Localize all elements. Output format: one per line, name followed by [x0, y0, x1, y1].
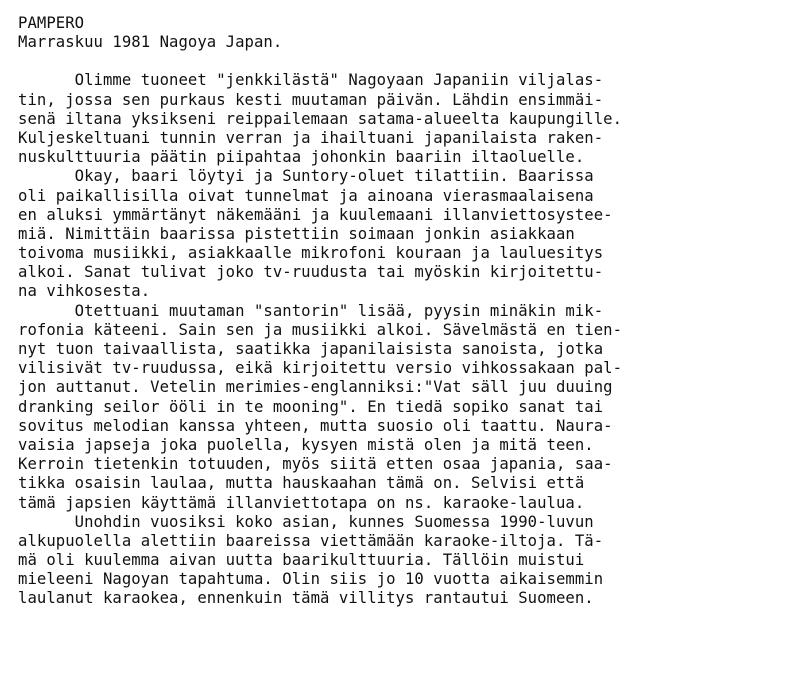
body-line: Olimme tuoneet "jenkkilästä" Nagoyaan Japaniin viljalas-: [18, 71, 604, 90]
body-line: Okay, baari löytyi ja Suntory-oluet tilattiin. Baarissa: [18, 167, 594, 186]
body-line: senä iltana yksikseni reippailemaan satama-alueelta kaupungille.: [18, 109, 623, 128]
body-line: tikka osaisin laulaa, mutta hauskaahan tämä on. Selvisi että: [18, 474, 585, 493]
body-line: tin, jossa sen purkaus kesti muutaman päivän. Lähdin ensimmäi-: [18, 90, 604, 109]
document-header: [18, 14, 788, 52]
body-line: vilisivät tv-ruudussa, eikä kirjoitettu versio vihkossakaan pal-: [18, 359, 623, 378]
body-text: [18, 71, 788, 608]
body-line: jon auttanut. Vetelin merimies-englanniksi:"Vat säll juu duuing: [18, 378, 613, 397]
document-page: [18, 14, 788, 609]
body-line: alkoi. Sanat tulivat joko tv-ruudusta tai myöskin kirjoitettu-: [18, 263, 604, 282]
body-line: mieleeni Nagoyan tapahtuma. Olin siis jo 10 vuotta aikaisemmin: [18, 570, 604, 589]
body-line: oli paikallisilla oivat tunnelmat ja ainoana vierasmaalaisena: [18, 186, 594, 205]
body-line: dranking seilor ööli in te mooning". En tiedä sopiko sanat tai: [18, 397, 604, 416]
body-line: rofonia käteeni. Sain sen ja musiikki alkoi. Sävelmästä en tien-: [18, 320, 623, 339]
body-line: miä. Nimittäin baarissa pistettiin soimaan jonkin asiakkaan: [18, 224, 575, 243]
body-line: vaisia japseja joka puolella, kysyen mistä olen ja mitä teen.: [18, 435, 594, 454]
body-line: Otettuani muutaman "santorin" lisää, pyysin minäkin mik-: [18, 301, 604, 320]
body-line: nuskulttuuria päätin piipahtaa johonkin baariin iltaoluelle.: [18, 148, 585, 167]
body-line: nyt tuon taivaallista, saatikka japanilaisista sanoista, jotka: [18, 340, 604, 358]
body-line: toivoma musiikki, asiakkaalle mikrofoni kouraan ja lauluesitys: [18, 244, 604, 263]
body-line: alkupuolella alettiin baareissa viettämään karaoke-iltoja. Tä-: [18, 531, 604, 550]
body-line: tämä japsien käyttämä illanviettotapa on ns. karaoke-laulua.: [18, 493, 585, 512]
body-line: sovitus melodian kanssa yhteen, mutta suosio oli taattu. Naura-: [18, 416, 613, 435]
dateline: Marraskuu 1981 Nagoya Japan.: [18, 33, 283, 52]
body-line: na vihkosesta.: [18, 282, 151, 301]
body-line: Kerroin tietenkin totuuden, myös siitä etten osaa japania, saa-: [18, 455, 613, 474]
body-line: mä oli kuulemma aivan uutta baarikulttuuria. Tällöin muistui: [18, 551, 585, 570]
body-line: en aluksi ymmärtänyt näkemääni ja kuulemaani illanviettosystee-: [18, 205, 613, 224]
body-line: Unohdin vuosiksi koko asian, kunnes Suomessa 1990-luvun: [18, 512, 594, 531]
body-line: laulanut karaokea, ennenkuin tämä villitys rantautui Suomeen.: [18, 589, 594, 608]
document-title: PAMPERO: [18, 14, 85, 32]
body-line: Kuljeskeltuani tunnin verran ja ihailtuani japanilaista raken-: [18, 128, 604, 147]
